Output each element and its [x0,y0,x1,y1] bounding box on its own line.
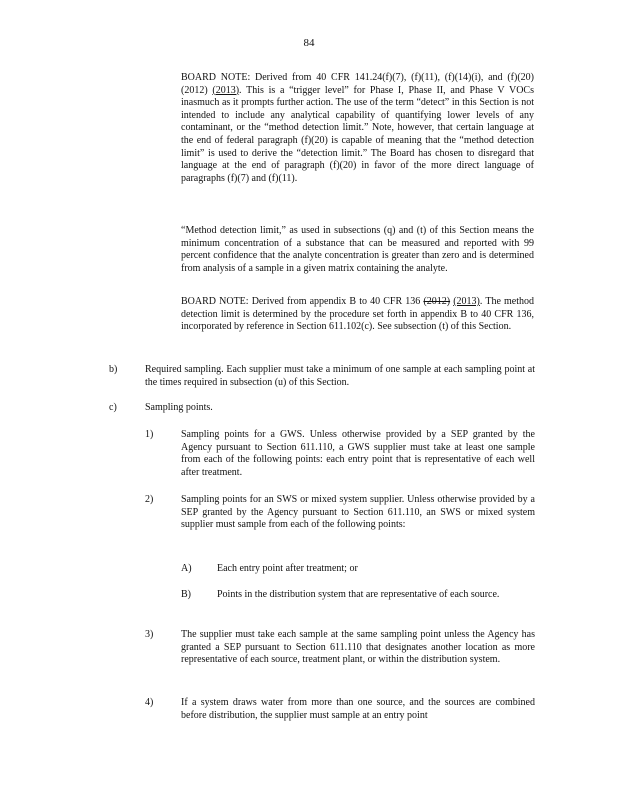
item-c2b-text: Points in the distribution system that are representative of each source. [217,589,500,600]
inserted-year: (2013) [212,84,240,96]
item-c3-label: 3) [145,629,154,640]
deleted-year: (2012) [423,296,451,307]
method-detection-limit-definition: “Method detection limit,” as used in subsections (q) and (t) of this Section means the minimum concentration of a substance that can be measured and reported with 99 percent confidence that the analyte concentration is greater than zero and is determined from analysis of a sample in a given matrix containing the analyte. [181,225,534,274]
board-note-mdl [181,296,534,334]
item-b-label: b) [109,364,118,375]
item-c1-label: 1) [145,429,154,440]
item-c3-text: The supplier must take each sample at the same sampling point unless the Agency has granted a SEP pursuant to Section 611.110 that designates another location as more representative of each source, treatment plant, or within the distribution system. [181,629,535,666]
item-b-text: Required sampling. Each supplier must take a minimum of one sample at each sampling point at the times required in subsection (u) of this Section. [145,364,535,388]
item-c-text: Sampling points. [145,402,213,413]
item-c4-text: If a system draws water from more than one source, and the sources are combined before distribution, the supplier must sample at an entry point [181,697,535,721]
board-note-voc-text-end: . This is a “trigger level” for Phase I, Phase II, and Phase V VOCs inasmuch as it prompts further action. The use of the term “detect” in this Section is not intended to include any analytical capability of quantifying lower levels of any contaminant, or the “method detection limit.” Note, however, that certain language at the end of federal paragraph (f)(20) is capable of meaning that the “method detection limit” is used to derive the “detection limit.” The Board has chosen to disregard that language at the end of paragraph (f)(20) in favor of the more direct language of paragraphs (f)(7) and (f)(11). [181,84,534,184]
item-c4-label: 4) [145,697,154,708]
board-note-mdl-text-end: . The method detection limit is determined by the procedure set forth in appendix B to 40 CFR 136, incorporated by reference in Section 611.102(c). See subsection (t) of this Section. [181,296,535,333]
item-c2a-label: A) [181,563,192,574]
item-c2-text: Sampling points for an SWS or mixed system supplier. Unless otherwise provided by a SEP granted by the Agency pursuant to Section 611.110, an SWS or mixed system supplier must sample from each of the following points: [181,494,535,531]
board-note-voc-text-start: BOARD NOTE: Derived from 40 CFR 141.24(f)(7), (f)(11), (f)(14)(i), and (f)(20) (2012) [181,72,534,96]
item-c1-text: Sampling points for a GWS. Unless otherwise provided by a SEP granted by the Agency pursuant to Section 611.110, a GWS supplier must take at least one sample from each of the following points: each entry point that is representative of each well after treatment. [181,429,535,478]
item-c2a-text: Each entry point after treatment; or [217,563,358,574]
board-note-voc [181,72,534,185]
item-c2-label: 2) [145,494,154,505]
item-c-label: c) [109,402,117,413]
board-note-mdl-text-start: BOARD NOTE: Derived from appendix B to 40 CFR 136 [181,296,424,307]
item-c2b-label: B) [181,589,191,600]
page-number: 84 [303,37,315,49]
inserted-year: (2013) [453,296,480,307]
